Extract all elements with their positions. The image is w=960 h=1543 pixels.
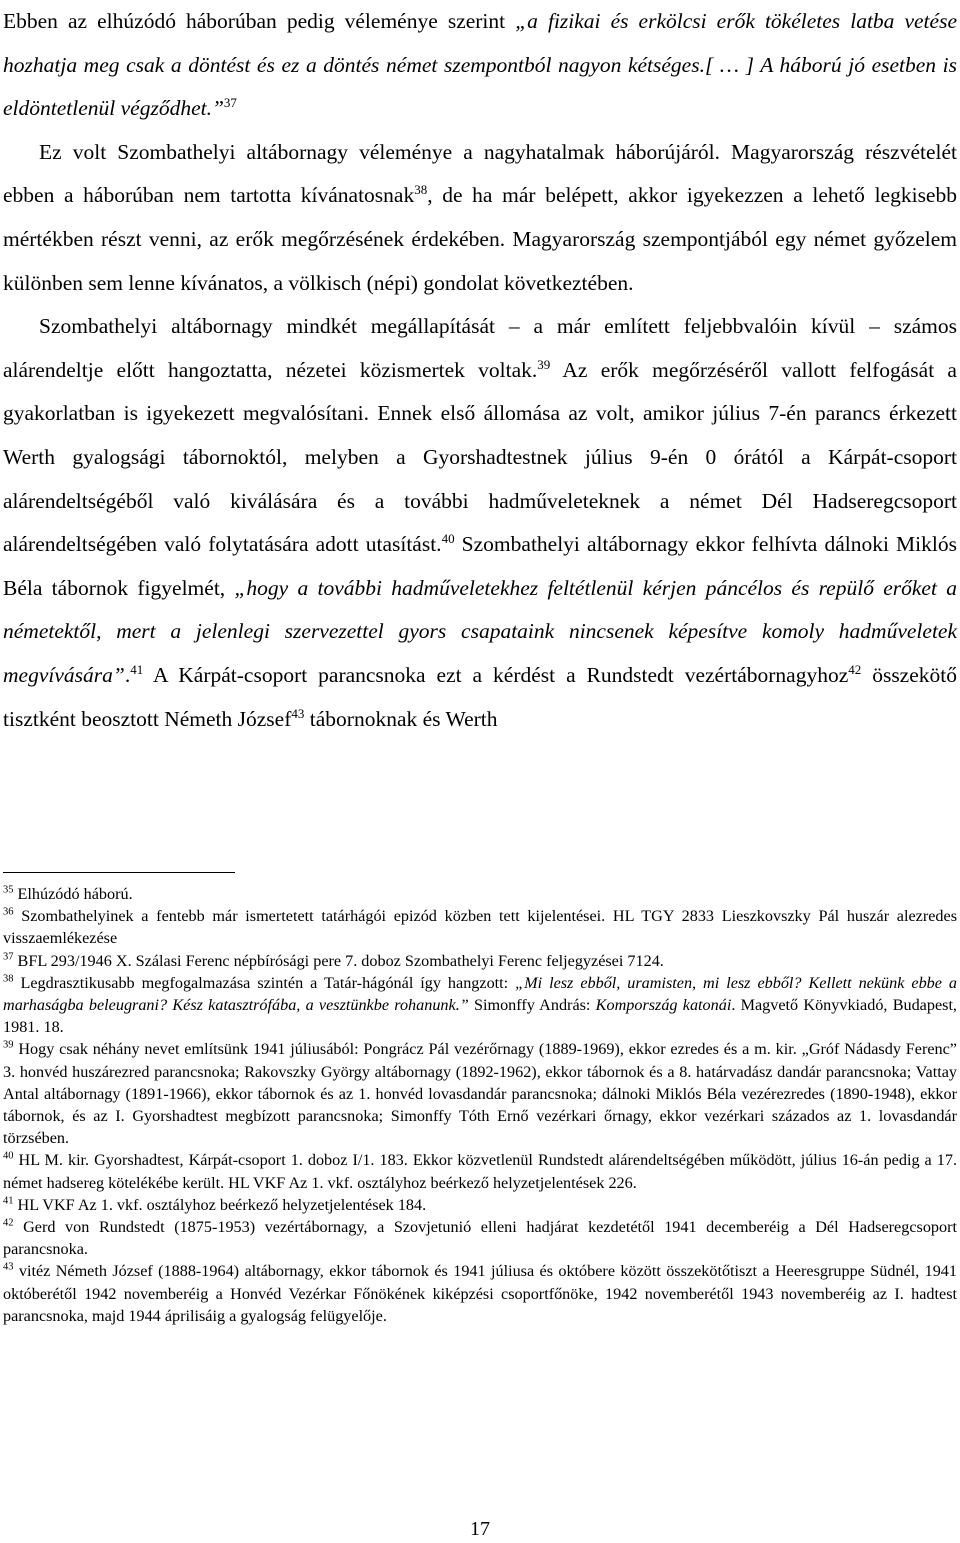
footnote-text: Simonffy András: [468, 996, 596, 1015]
footnote-text: Elhúzódó háború. [13, 885, 133, 903]
footnote-35 [3, 883, 957, 905]
footnote-text: HL M. kir. Gyorshadtest, Kárpát-csoport 1. doboz I/1. 183. Ekkor közvetlenül Rundstedt alárendeltségében működött, július 16-án pedig a 17. német hadsereg kötelékébe került. HL VKF Az 1. vkf. osztályhoz beérkező helyzetjelentések 226. [3, 1151, 957, 1192]
text: Az erők megőrzéséről vallott felfogását a gyakorlatban is igyekezett megvalósítani. Ennek első állomása az volt, amikor július 7-én parancs érkezett Werth gyalogsági tábornoktól, melyben a Gyorshadtestnek július 9-én 0 órától a Kárpát-csoport alárendeltségéből való kiválására és a további hadműveleteknek a német Dél Hadseregcsoport alárendeltségében való folytatására adott utasítást. [3, 357, 957, 557]
footnote-40 [3, 1149, 957, 1193]
footnote-text: vitéz Németh József (1888-1964) altábornagy, ekkor tábornok és 1941 júliusa és októbere között összekötőtiszt a Heeresgruppe Südnél, 1941 októberétől 1942 novemberéig a Honvéd Vezérkar Főnökének kiképzési csoportfőnöke, 1942 novemberétől 1943 novemberéig az I. hadtest parancsnoka, majd 1944 áprilisáig a gyalogság felügyelője. [3, 1262, 957, 1325]
footnote-text: Gerd von Rundstedt (1875-1953) vezértábornagy, a Szovjetunió elleni hadjárat kezdetétől 1941 decemberéig a Dél Hadseregcsoport parancsnoka. [3, 1218, 957, 1259]
text: . [124, 662, 131, 687]
text: összekötő tisztként beosztott Németh József [3, 662, 957, 731]
footnote-quote: „Mi lesz ebből, uramisten, mi lesz ebből? Kellett nekünk ebbe a marhaságba beleugrani? Kész katasztrófába, a vesztünkbe rohanunk.” [3, 973, 957, 1015]
text: Szombathelyi altábornagy ekkor felhívta dálnoki Miklós Béla tábornok figyelmét, [3, 532, 957, 600]
footnote-43 [3, 1260, 957, 1327]
footnote-text: HL VKF Az 1. vkf. osztályhoz beérkező helyzetjelentések 184. [13, 1195, 427, 1214]
text: Ebben az elhúzódó háborúban pedig véleménye szerint [3, 9, 516, 33]
footnote-number: 42 [3, 1217, 14, 1229]
footnotes [3, 883, 957, 1327]
book-title: Kompország katonái [595, 996, 732, 1015]
footnote-ref-41[interactable]: 41 [130, 661, 144, 677]
footnote-text: Legdrasztikusabb megfogalmazása szintén a Tatár-hágónál így hangzott: [13, 973, 516, 992]
text: tábornoknak és Werth [304, 706, 498, 731]
footnote-42 [3, 1216, 957, 1260]
footnote-text: BFL 293/1946 X. Szálasi Ferenc népbírósági pere 7. doboz Szombathelyi Ferenc feljegyzései 7124. [13, 951, 664, 970]
footnote-number: 43 [3, 1262, 14, 1274]
footnote-36 [3, 905, 957, 949]
footnote-text: Szombathelyinek a fentebb már ismertetett tatárhágói epizód közben tett kijelentései. HL TGY 2833 Lieszkovszky Pál huszár alezredes visszaemlékezése [3, 907, 957, 948]
footnote-number: 41 [3, 1195, 14, 1207]
paragraph-2 [3, 131, 957, 305]
footnote-number: 36 [3, 906, 14, 918]
footnote-text: . Magvető Könyvkiadó, Budapest, 1981. 18. [3, 996, 957, 1037]
footnote-text: Hogy csak néhány nevet említsünk 1941 júliusából: Pongrácz Pál vezérőrnagy (1889-1969), ekkor ezredes és a m. kir. „Gróf Nádasdy Ferenc” 3. honvéd huszárezred parancsnoka; Rakovszky György altábornagy (1892-1962), ekkor tábornok és a 8. határvadász dandár parancsnoka; Vattay Antal altábornagy (1891-1966), ekkor tábornok és az 1. honvéd lovasdandár parancsnoka; dálnoki Miklós Béla vezérezredes (1890-1948), ekkor tábornok, és az I. Gyorshadtest megbízott parancsnoka; Simonffy Tóth Ernő vezérkari őrnagy, ekkor vezérkari százados az 1. lovasdandár törzsében. [3, 1040, 957, 1148]
footnote-number: 35 [3, 884, 14, 896]
footnote-separator [3, 872, 235, 873]
footnote-ref-38[interactable]: 38 [414, 182, 428, 198]
footnote-number: 40 [3, 1151, 14, 1163]
footnote-ref-37[interactable]: 37 [223, 95, 237, 111]
quote: „hogy a további hadműveletekhez feltétlenül kérjen páncélos és repülő erőket a németektől, mert a jelenlegi szervezettel gyors csapataink nincsenek képesítve komoly hadműveletek megvívására” [3, 575, 957, 687]
footnote-ref-43[interactable]: 43 [291, 705, 305, 721]
footnote-ref-39[interactable]: 39 [537, 356, 551, 372]
footnote-ref-42[interactable]: 42 [848, 661, 862, 677]
text: Szombathelyi altábornagy mindkét megállapítását – a már említett feljebbvalóin kívül – számos alárendeltje előtt hangoztatta, nézetei közismertek voltak. [3, 314, 957, 382]
text: Ez volt Szombathelyi altábornagy véleménye a nagyhatalmak háborújáról. Magyarország részvételét ebben a háborúban nem tartotta kívánatosnak [3, 139, 957, 208]
footnote-39 [3, 1038, 957, 1149]
paragraph-1 [3, 0, 957, 131]
footnote-37 [3, 950, 957, 972]
quote: „a fizikai és erkölcsi erők tökéletes latba vetése hozhatja meg csak a döntést és ez a döntés német szempontból nagyon kétséges.[ … ] A háború jó esetben is eldöntetlenül végződhet.” [3, 9, 957, 121]
footnote-number: 38 [3, 973, 14, 985]
footnote-number: 37 [3, 951, 14, 963]
page-number: 17 [470, 1518, 490, 1540]
body-text [3, 0, 957, 741]
paragraph-3 [3, 305, 957, 741]
text: A Kárpát-csoport parancsnoka ezt a kérdést a Rundstedt vezértábornagyhoz [143, 662, 849, 687]
text: , de ha már belépett, akkor igyekezzen a lehető legkisebb mértékben részt venni, az erők megőrzésének érdekében. Magyarország szempontjából egy német győzelem különben sem lenne kívánatos, a völkisch (népi) gondolat következtében. [3, 183, 957, 295]
footnote-41 [3, 1194, 957, 1216]
footnote-ref-40[interactable]: 40 [441, 530, 455, 546]
footnote-38 [3, 972, 957, 1039]
footnote-number: 39 [3, 1040, 14, 1052]
